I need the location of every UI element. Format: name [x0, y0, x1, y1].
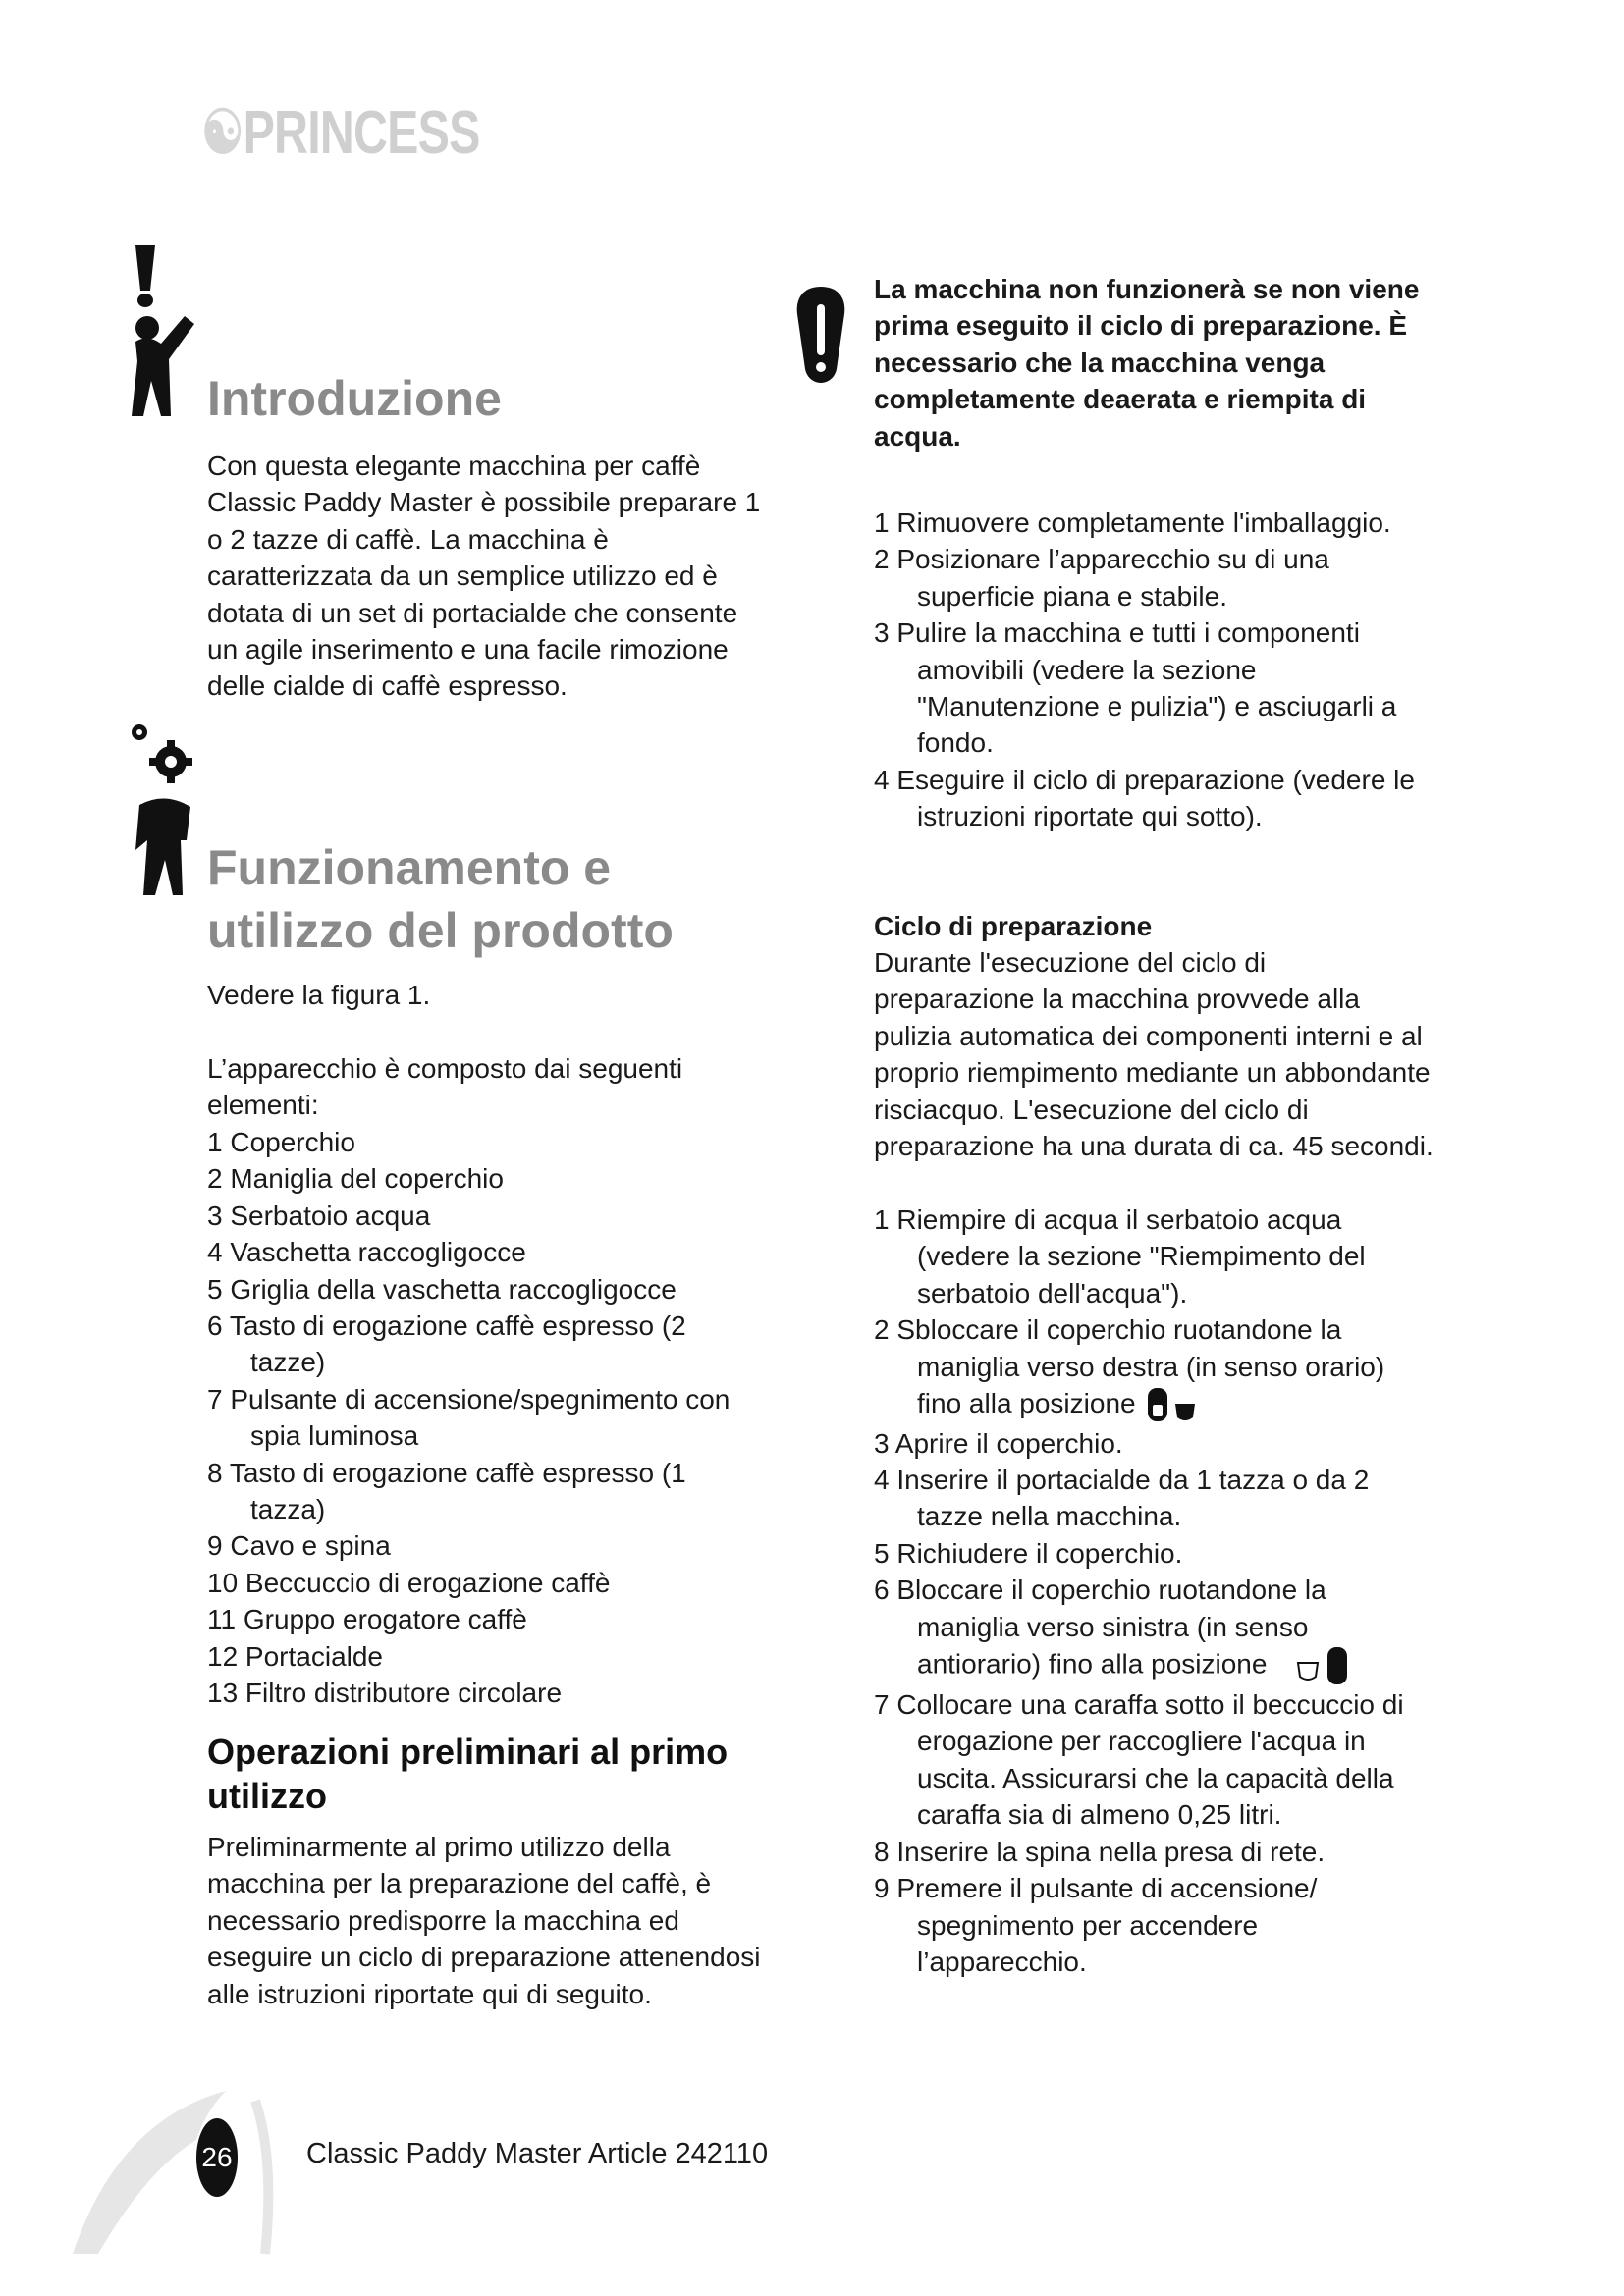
warning-icon — [793, 285, 848, 408]
list-item: 10 Beccuccio di erogazione caffè — [207, 1567, 611, 1598]
list-item: 13 Filtro distributore circolare — [207, 1678, 563, 1709]
lock-position-icon — [1294, 1645, 1353, 1686]
components-intro: L’apparecchio è composto dai seguenti elementi: — [207, 1053, 683, 1121]
preliminary-title-line2: utilizzo — [207, 1776, 327, 1816]
list-item: 5 Griglia della vaschetta raccogligocce — [207, 1273, 677, 1305]
crown-icon: ☯ — [201, 99, 244, 167]
list-item: 5 Richiudere il coperchio. — [874, 1537, 1183, 1569]
usage-title-line1: Funzionamento e — [207, 840, 612, 895]
list-item: 1 Riempire di acqua il serbatoio acqua (vedere la sezione "Riempimento del serbatoio dell'acqua"). — [874, 1204, 1366, 1308]
usage-title-line2: utilizzo del prodotto — [207, 903, 674, 958]
list-item: 8 Inserire la spina nella presa di rete. — [874, 1836, 1326, 1867]
intro-title: Introduzione — [207, 371, 502, 426]
footer-swoosh-decoration — [59, 2081, 295, 2258]
see-figure: Vedere la figura 1. — [207, 980, 431, 1010]
list-item: 7 Collocare una caraffa sotto il beccuccio di erogazione per raccogliere l'acqua in uscita. Assicurarsi che la capacità della caraffa sia di almeno 0,25 litri. — [874, 1689, 1404, 1831]
list-item: 4 Vaschetta raccogligocce — [207, 1237, 526, 1268]
cycle-title: Ciclo di preparazione — [874, 911, 1153, 941]
first-steps-list — [874, 505, 1434, 835]
list-item: 11 Gruppo erogatore caffè — [207, 1604, 527, 1635]
cycle-body: Durante l'esecuzione del ciclo di preparazione la macchina provvede alla pulizia automatica dei componenti interni e al proprio riempimento mediante un abbondante risciacquo. L'esecuzione del ciclo di preparazione ha una durata di ca. 45 secondi. — [874, 947, 1434, 1162]
components-list — [207, 1124, 767, 1712]
list-item: 2 Posizionare l’apparecchio su di una superficie piana e stabile. — [874, 544, 1329, 612]
preliminary-body: Preliminarmente al primo utilizzo della macchina per la preparazione del caffè, è necessario predisporre la macchina ed eseguire un ciclo di preparazione attenendosi alle istruzioni riportate qui di seguito. — [207, 1832, 761, 2009]
footer-text: Classic Paddy Master Article 242110 — [306, 2138, 769, 2169]
list-item: 1 Coperchio — [207, 1127, 355, 1157]
list-item: 2 Maniglia del coperchio — [207, 1163, 504, 1195]
list-item: 1 Rimuovere completamente l'imballaggio. — [874, 507, 1391, 538]
list-item — [874, 1311, 1434, 1424]
list-item: 6 Tasto di erogazione caffè espresso (2 tazze) — [207, 1310, 686, 1378]
attention-figure-icon — [126, 243, 204, 420]
cycle-steps-list — [874, 1201, 1434, 1980]
unlock-position-icon — [1146, 1386, 1199, 1425]
gear-figure-icon — [126, 722, 214, 895]
list-item: 3 Serbatoio acqua — [207, 1200, 431, 1231]
step-6-text: 6 Bloccare il coperchio ruotandone la maniglia verso sinistra (in senso antiorario) fino alla posizione — [874, 1575, 1326, 1680]
list-item: 12 Portacialde — [207, 1640, 384, 1672]
list-item: 9 Cavo e spina — [207, 1530, 391, 1562]
list-item: 3 Pulire la macchina e tutti i componenti amovibili (vedere la sezione "Manutenzione e pulizia") e asciugarli a fondo. — [874, 617, 1397, 759]
list-item: 4 Inserire il portacialde da 1 tazza o da 2 tazze nella macchina. — [874, 1465, 1370, 1532]
warning-text: La macchina non funzionerà se non viene prima eseguito il ciclo di preparazione. È necessario che la macchina venga completamente deaerata e riempita di acqua. — [874, 274, 1420, 452]
list-item — [874, 1572, 1434, 1686]
list-item: 3 Aprire il coperchio. — [874, 1427, 1123, 1459]
step-2-text: 2 Sbloccare il coperchio ruotandone la maniglia verso destra (in senso orario) fino alla posizione — [874, 1314, 1385, 1419]
princess-logo: ☯PRINCESS — [201, 99, 480, 167]
intro-body: Con questa elegante macchina per caffè Classic Paddy Master è possibile preparare 1 o 2 tazze di caffè. La macchina è caratterizzata da un semplice utilizzo ed è dotata di un set di portacialde che consente un agile inserimento e una facile rimozione delle cialde di caffè espresso. — [207, 451, 761, 702]
list-item: 8 Tasto di erogazione caffè espresso (1 tazza) — [207, 1457, 686, 1525]
list-item: 7 Pulsante di accensione/spegnimento con spia luminosa — [207, 1383, 731, 1452]
list-item: 4 Eseguire il ciclo di preparazione (vedere le istruzioni riportate qui sotto). — [874, 764, 1415, 832]
list-item: 9 Premere il pulsante di accensione/ spegnimento per accendere l’apparecchio. — [874, 1873, 1318, 1977]
preliminary-title-line1: Operazioni preliminari al primo — [207, 1732, 729, 1772]
page-number: 26 — [196, 2118, 238, 2197]
